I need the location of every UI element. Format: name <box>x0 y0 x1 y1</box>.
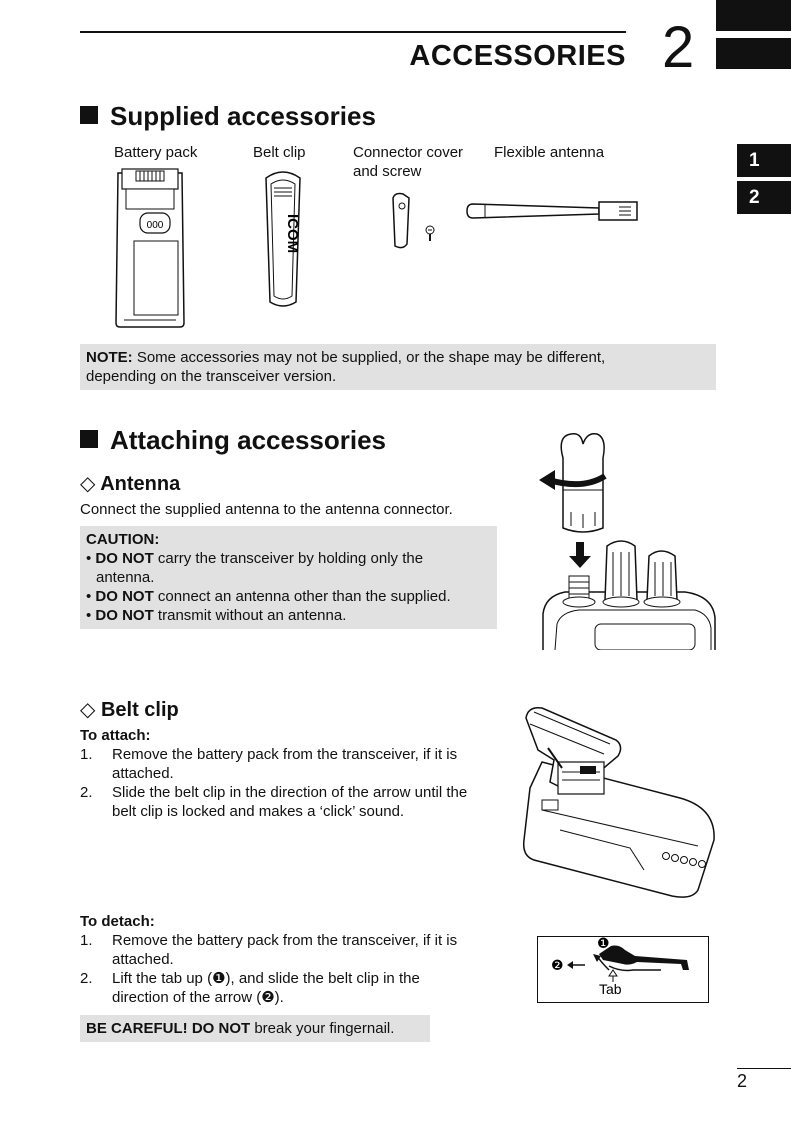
caution-bold: DO NOT <box>95 607 154 624</box>
header-rule <box>80 31 626 33</box>
side-tab-1[interactable]: 1 <box>737 144 791 177</box>
clip-logo: ICOM <box>284 214 301 254</box>
flexible-antenna-label: Flexible antenna <box>494 144 605 161</box>
heading-text: Attaching accessories <box>110 425 387 455</box>
note-text-line2: depending on the transceiver version. <box>86 368 337 385</box>
supplied-accessories-heading <box>80 101 376 132</box>
caution-text: transmit without an antenna. <box>153 607 347 624</box>
step-number: 2. <box>80 784 93 801</box>
detach-step <box>80 969 510 1007</box>
note-text-line1: Some accessories may not be supplied, or the shape may be different, <box>132 349 606 366</box>
caution-title: CAUTION: <box>86 531 160 548</box>
careful-bold: BE CAREFUL! DO NOT <box>86 1020 251 1037</box>
step-text-cont: attached. <box>112 951 174 968</box>
square-bullet-icon <box>80 430 98 448</box>
tab-label: Tab <box>599 981 622 997</box>
battery-badge: 000 <box>146 220 164 231</box>
step-mark-1: ❶ <box>597 936 610 952</box>
step-text-cont: attached. <box>112 765 174 782</box>
diamond-bullet-icon: ◇ <box>80 699 96 721</box>
note-box <box>80 344 716 390</box>
antenna-caution-box <box>80 526 497 629</box>
page-number-rule <box>737 1068 791 1069</box>
caution-item: • DO NOT connect an antenna other than the supplied. <box>86 588 451 605</box>
belt-clip-heading <box>80 697 179 722</box>
step-text-cont: direction of the arrow (❷). <box>112 989 284 1006</box>
connector-cover-label <box>353 143 463 181</box>
belt-clip-illustration <box>258 168 308 310</box>
be-careful-box <box>80 1015 430 1042</box>
caution-item: • DO NOT carry the transceiver by holding only the antenna. <box>86 550 424 586</box>
connector-cover-label-line1: Connector cover <box>353 144 464 161</box>
chapter-title: ACCESSORIES <box>409 40 626 72</box>
step-number: 1. <box>80 746 93 763</box>
battery-pack-illustration <box>110 165 190 330</box>
step-number: 1. <box>80 932 93 949</box>
connector-cover-label-line2: and screw <box>353 163 422 180</box>
square-bullet-icon <box>80 106 98 124</box>
antenna-intro: Connect the supplied antenna to the antenna connector. <box>80 501 453 518</box>
attach-instructions <box>80 726 510 821</box>
belt-clip-label: Belt clip <box>253 144 306 161</box>
step-text-cont: belt clip is locked and makes a ‘click’ sound. <box>112 803 405 820</box>
caution-item: • DO NOT transmit without an antenna. <box>86 607 347 624</box>
attach-step <box>80 745 510 783</box>
step-number: 2. <box>80 970 93 987</box>
attaching-accessories-heading <box>80 425 386 456</box>
note-lead: NOTE: <box>86 349 133 366</box>
antenna-attach-illustration <box>535 428 720 650</box>
attach-title: To attach: <box>80 727 151 744</box>
caution-text: connect an antenna other than the supplied. <box>153 588 451 605</box>
attach-step <box>80 783 510 821</box>
connector-cover-illustration <box>385 188 440 253</box>
detach-instructions <box>80 912 510 1007</box>
step-text: Remove the battery pack from the transceiver, if it is <box>112 746 458 763</box>
chapter-marker-block-top <box>716 0 791 31</box>
antenna-heading-text: Antenna <box>100 473 181 495</box>
diamond-bullet-icon: ◇ <box>80 473 96 495</box>
antenna-heading <box>80 471 180 496</box>
step-text: Slide the belt clip in the direction of the arrow until the <box>112 784 468 801</box>
caution-text: carry the transceiver by holding only the <box>153 550 424 567</box>
step-text: Lift the tab up (❶), and slide the belt clip in the <box>112 970 420 987</box>
chapter-number: 2 <box>662 15 695 80</box>
belt-clip-attach-illustration <box>520 700 720 905</box>
page-number: 2 <box>737 1071 748 1091</box>
detach-title: To detach: <box>80 913 155 930</box>
chapter-marker-block-bottom <box>716 38 791 69</box>
detach-step <box>80 931 510 969</box>
battery-pack-label: Battery pack <box>114 144 198 161</box>
step-mark-2: ❷ <box>551 958 564 974</box>
step-text: Remove the battery pack from the transceiver, if it is <box>112 932 458 949</box>
side-tab-2[interactable]: 2 <box>737 181 791 214</box>
heading-text: Supplied accessories <box>110 101 376 131</box>
caution-bold: DO NOT <box>95 588 154 605</box>
caution-bold: DO NOT <box>95 550 154 567</box>
detach-tab-diagram <box>537 936 709 1003</box>
caution-text-cont: antenna. <box>96 569 155 586</box>
careful-text: break your fingernail. <box>250 1020 395 1037</box>
flexible-antenna-illustration <box>465 196 640 226</box>
belt-clip-heading-text: Belt clip <box>100 699 179 721</box>
